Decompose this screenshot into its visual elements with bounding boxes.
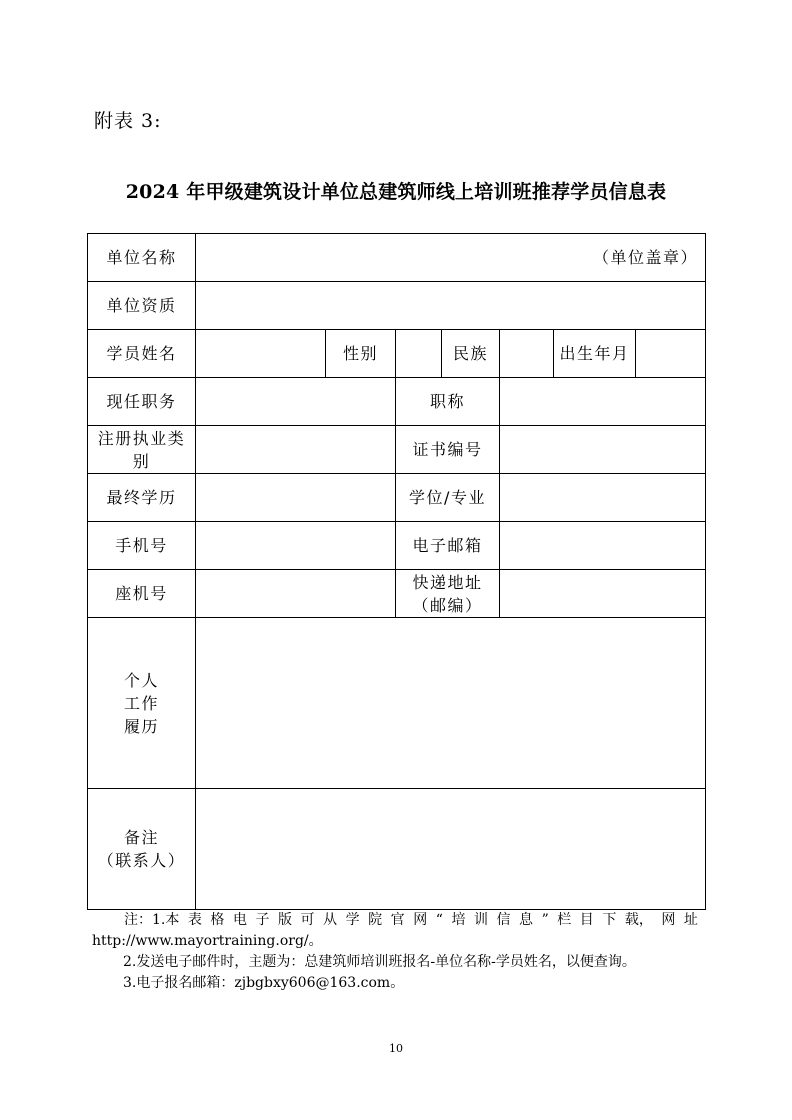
label-current-position: 现任职务 <box>106 392 177 411</box>
note-1-char: ” <box>541 912 549 928</box>
label-unit-qualification: 单位资质 <box>106 296 177 315</box>
label-ethnicity: 民族 <box>452 344 488 363</box>
note-1-char: 网 <box>413 912 428 928</box>
note-1-char: 下 <box>602 912 617 928</box>
label-remarks <box>88 789 195 909</box>
note-1-char: 址 <box>683 912 698 928</box>
label-registered-category-line1: 注册执业类 <box>97 428 186 448</box>
registered-category-field[interactable] <box>196 426 395 473</box>
label-registered-category <box>88 426 195 473</box>
unit-qualification-field[interactable] <box>196 282 706 329</box>
note-1-char: 从 <box>323 912 338 928</box>
ethnicity-field[interactable] <box>500 330 553 377</box>
label-title-rank: 职称 <box>429 392 465 411</box>
label-mobile: 手机号 <box>115 536 168 555</box>
label-work-resume-line2: 工作 <box>123 693 159 713</box>
note-1-char: 信 <box>496 912 511 928</box>
mobile-field[interactable] <box>196 522 395 569</box>
note-1-char: 版 <box>278 912 293 928</box>
attachment-label: 附表 3: <box>94 110 162 132</box>
label-birth-date: 出生年月 <box>559 344 630 363</box>
note-1-char: 学 <box>345 912 360 928</box>
label-express-address-line2: （邮编） <box>412 595 483 615</box>
note-1-char: 官 <box>390 912 405 928</box>
label-certificate-number: 证书编号 <box>412 440 483 459</box>
label-remarks-line1: 备注 <box>123 828 159 847</box>
page-number: 10 <box>389 1042 403 1055</box>
note-1 <box>92 910 698 931</box>
label-landline: 座机号 <box>115 584 168 603</box>
note-1-char: 电 <box>232 912 247 928</box>
note-1-char: 院 <box>368 912 383 928</box>
label-work-resume-line3: 履历 <box>123 716 159 736</box>
student-info-form-table <box>87 233 706 910</box>
unit-seal-hint: （单位盖章） <box>592 248 698 267</box>
email-field[interactable] <box>500 522 706 569</box>
label-degree-major: 学位/专业 <box>409 488 486 507</box>
gender-field[interactable] <box>396 330 441 377</box>
express-address-field[interactable] <box>500 570 706 617</box>
label-gender: 性别 <box>342 344 378 363</box>
education-field[interactable] <box>196 474 395 521</box>
document-title: 2024 年甲级建筑设计单位总建筑师线上培训班推荐学员信息表 <box>125 181 667 203</box>
label-unit-name: 单位名称 <box>106 248 177 267</box>
label-work-resume <box>88 618 195 788</box>
note-3: 3.电子报名邮箱：zjbgbxy606@163.com。 <box>123 975 405 991</box>
label-work-resume-line1: 个人 <box>123 670 159 690</box>
note-2: 2.发送电子邮件时，主题为：总建筑师培训班报名-单位名称-学员姓名，以便查询。 <box>123 954 636 970</box>
note-1-char: 子 <box>255 912 270 928</box>
current-position-field[interactable] <box>196 378 395 425</box>
label-registered-category-line2: 别 <box>132 451 151 471</box>
label-remarks-line2: （联系人） <box>97 851 186 870</box>
note-1-char: 表 <box>187 912 202 928</box>
note-1-char: 息 <box>519 912 534 928</box>
note-1-char: 注：1.本 <box>124 912 180 928</box>
note-1-char: 培 <box>451 912 466 928</box>
title-rank-field[interactable] <box>500 378 706 425</box>
label-express-address <box>396 570 499 617</box>
label-email: 电子邮箱 <box>412 536 483 555</box>
note-1-char: 栏 <box>557 912 572 928</box>
note-1-char: 格 <box>210 912 225 928</box>
degree-major-field[interactable] <box>500 474 706 521</box>
note-1-url: http://www.mayortraining.org/。 <box>92 933 323 949</box>
label-student-name: 学员姓名 <box>106 344 177 363</box>
note-1-char: 载， <box>624 912 653 928</box>
unit-name-field[interactable] <box>196 234 706 281</box>
student-name-field[interactable] <box>196 330 325 377</box>
note-1-char: 可 <box>300 912 315 928</box>
note-1-char: “ <box>435 912 443 928</box>
note-1-char: 目 <box>579 912 594 928</box>
label-education: 最终学历 <box>106 488 177 507</box>
certificate-number-field[interactable] <box>500 426 706 473</box>
label-express-address-line1: 快递地址 <box>412 572 483 592</box>
note-1-char: 网 <box>661 912 676 928</box>
work-resume-field[interactable] <box>196 618 706 788</box>
landline-field[interactable] <box>196 570 395 617</box>
remarks-field[interactable] <box>196 789 706 909</box>
note-1-char: 训 <box>473 912 488 928</box>
birth-date-field[interactable] <box>636 330 706 377</box>
footnotes <box>92 910 698 994</box>
